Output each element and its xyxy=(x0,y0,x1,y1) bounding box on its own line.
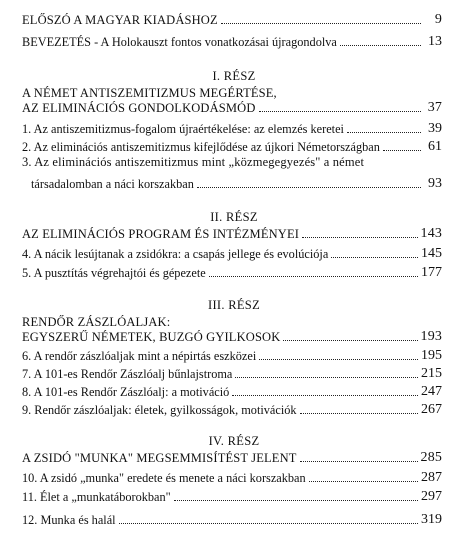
toc-entry-page: 193 xyxy=(420,329,442,344)
toc-entry[interactable] xyxy=(22,466,442,486)
toc-entry-title: AZ ELIMINÁCIÓS GONDOLKODÁSMÓD xyxy=(22,101,256,115)
toc-entry[interactable] xyxy=(22,362,442,382)
dot-leader xyxy=(259,111,421,112)
dot-leader xyxy=(331,257,418,258)
part-heading: RENDŐR ZÁSZLÓALJAK: xyxy=(22,315,171,329)
toc-entry-title: ELŐSZÓ A MAGYAR KIADÁSHOZ xyxy=(22,13,218,27)
part-label: II. RÉSZ xyxy=(210,210,258,224)
dot-leader xyxy=(197,187,421,188)
toc-entry-preface[interactable] xyxy=(22,8,442,28)
toc-entry-title: BEVEZETÉS - A Holokauszt fontos vonatkozásai újragondolva xyxy=(22,35,337,49)
dot-leader xyxy=(309,481,418,482)
toc-entry-title: 7. A 101-es Rendőr Zászlóalj bűnlajstroma xyxy=(22,367,233,381)
toc-entry-title: 1. Az antiszemitizmus-fogalom újraértékelése: az elemzés keretei xyxy=(22,122,344,136)
dot-leader xyxy=(340,45,421,46)
toc-part-title[interactable] xyxy=(22,96,442,116)
toc-entry-page: 143 xyxy=(420,226,442,241)
dot-leader xyxy=(259,359,418,360)
dot-leader xyxy=(383,150,421,151)
toc-entry-title: társadalomban a náci korszakban xyxy=(31,177,194,191)
toc-entry-page: 93 xyxy=(428,176,442,191)
toc-entry-page: 37 xyxy=(427,100,442,115)
dot-leader xyxy=(232,395,418,396)
toc-entry[interactable] xyxy=(22,135,442,155)
toc-entry-page: 287 xyxy=(421,470,442,485)
dot-leader xyxy=(300,461,418,462)
dot-leader xyxy=(347,132,421,133)
dot-leader xyxy=(283,340,417,341)
part-label: IV. RÉSZ xyxy=(208,434,260,448)
toc-entry[interactable] xyxy=(22,508,442,528)
part-label: I. RÉSZ xyxy=(212,69,256,83)
toc-entry-title: AZ ELIMINÁCIÓS PROGRAM ÉS INTÉZMÉNYEI xyxy=(22,227,300,241)
dot-leader xyxy=(174,500,418,501)
toc-entry-page: 145 xyxy=(421,246,442,261)
toc-entry-title: 12. Munka és halál xyxy=(22,513,116,527)
toc-entry[interactable] xyxy=(22,117,442,137)
toc-entry-introduction[interactable] xyxy=(22,30,442,50)
toc-entry[interactable] xyxy=(22,398,442,418)
part-heading: A NÉMET ANTISZEMITIZMUS MEGÉRTÉSE, xyxy=(22,86,277,100)
toc-entry-title: 10. A zsidó „munka" eredete és menete a náci korszakban xyxy=(22,471,306,485)
toc-entry-title: A ZSIDÓ "MUNKA" MEGSEMMISÍTÉST JELENT xyxy=(22,451,297,465)
toc-entry-first-line[interactable]: 3. Az eliminációs antiszemitizmus mint „közmegegyezés" a német xyxy=(22,155,365,169)
toc-entry-page: 177 xyxy=(421,265,442,280)
toc-entry-title: 2. Az eliminációs antiszemitizmus kifejlődése az újkori Németországban xyxy=(22,140,380,154)
toc-entry-title: 11. Élet a „munkatáborokban" xyxy=(22,490,171,504)
toc-entry-title: 5. A pusztítás végrehajtói és gépezete xyxy=(22,266,206,280)
toc-entry-page: 247 xyxy=(421,384,442,399)
toc-part-title[interactable] xyxy=(22,325,442,345)
toc-entry[interactable] xyxy=(22,485,442,505)
toc-entry-page: 297 xyxy=(421,489,442,504)
dot-leader xyxy=(221,23,421,24)
toc-entry-page: 39 xyxy=(428,121,442,136)
toc-entry-title: 9. Rendőr zászlóaljak: életek, gyilkosságok, motivációk xyxy=(22,403,297,417)
toc-entry[interactable] xyxy=(22,261,442,281)
toc-entry[interactable] xyxy=(22,172,442,192)
toc-entry[interactable] xyxy=(22,344,442,364)
part-label: III. RÉSZ xyxy=(208,298,260,312)
toc-entry[interactable] xyxy=(22,380,442,400)
toc-part-title[interactable] xyxy=(22,446,442,466)
toc-entry-title: 6. A rendőr zászlóaljak mint a népirtás eszközei xyxy=(22,349,257,363)
dot-leader xyxy=(119,523,418,524)
toc-entry-page: 13 xyxy=(428,34,442,49)
toc-entry-page: 61 xyxy=(428,139,442,154)
toc-entry-page: 215 xyxy=(421,366,442,381)
dot-leader xyxy=(300,413,418,414)
toc-entry-title: 4. A nácik lesújtanak a zsidókra: a csapás jellege és evolúciója xyxy=(22,247,329,261)
toc-part-title[interactable] xyxy=(22,222,442,242)
dot-leader xyxy=(302,237,417,238)
toc-entry-page: 195 xyxy=(421,348,442,363)
toc-entry-page: 285 xyxy=(420,450,442,465)
toc-entry[interactable] xyxy=(22,242,442,262)
toc-entry-title: EGYSZERŰ NÉMETEK, BUZGÓ GYILKOSOK xyxy=(22,330,281,344)
toc-entry-page: 267 xyxy=(421,402,442,417)
dot-leader xyxy=(235,377,418,378)
dot-leader xyxy=(209,276,418,277)
toc-entry-title: 8. A 101-es Rendőr Zászlóalj: a motiváció xyxy=(22,385,230,399)
toc-entry-page: 319 xyxy=(421,512,442,527)
toc-entry-page: 9 xyxy=(434,12,442,27)
